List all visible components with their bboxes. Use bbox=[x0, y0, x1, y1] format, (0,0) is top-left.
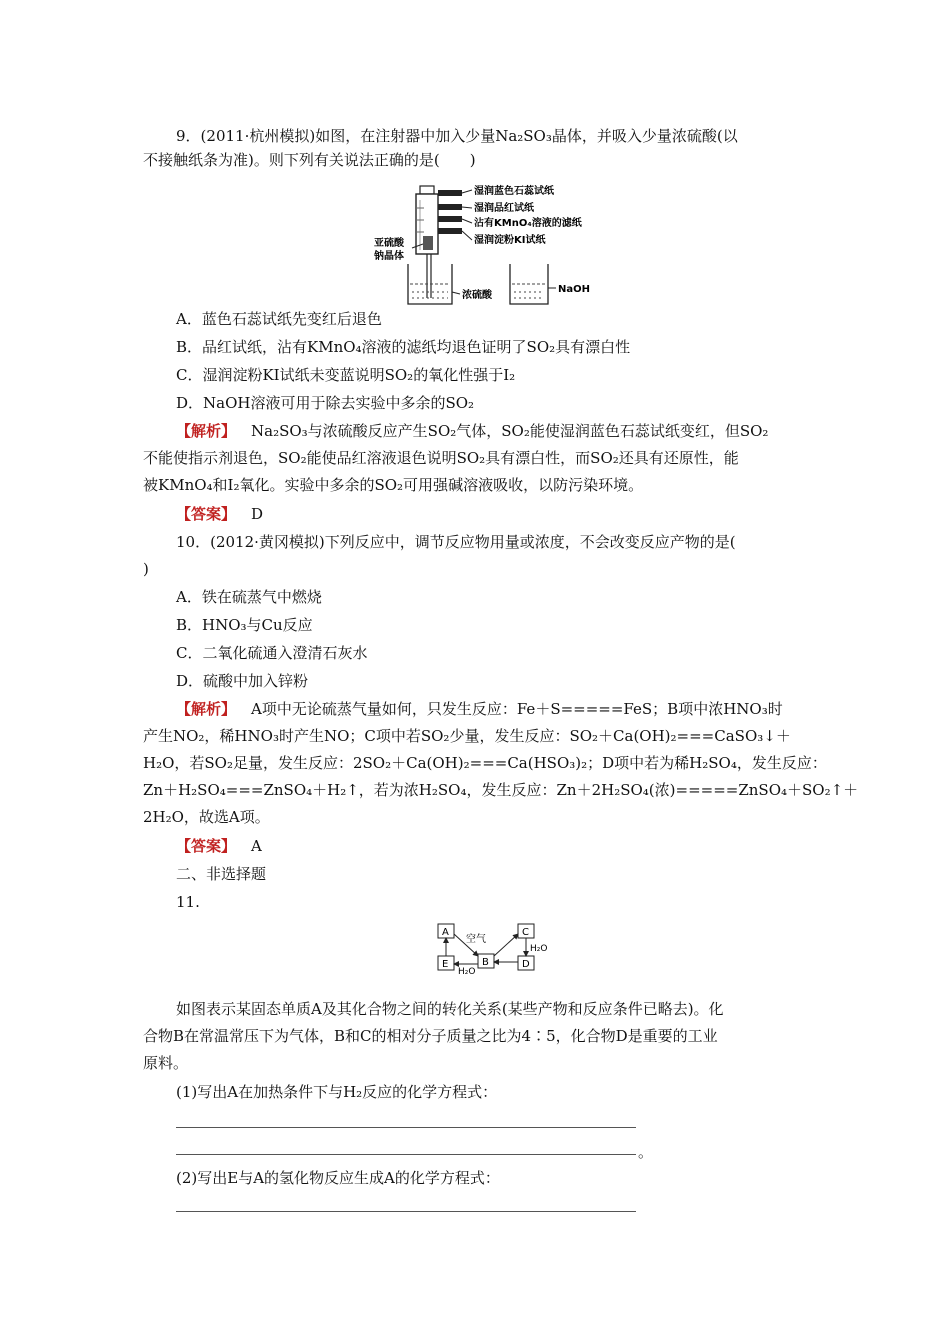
label-crystal-2: 钠晶体 bbox=[374, 251, 404, 262]
q10-analysis-line2: 产生NO₂，稀HNO₃时产生NO；C项中若SO₂少量，发生反应：SO₂＋Ca(OH)₂===CaSO₃↓＋ bbox=[143, 727, 791, 745]
label-blue-litmus: 湿润蓝色石蕊试纸 bbox=[474, 186, 554, 197]
answer-blank-line[interactable] bbox=[176, 1127, 636, 1128]
label-kmno4-paper: 沾有KMnO₄溶液的滤纸 bbox=[474, 218, 582, 229]
q9-stem-line2: 不接触纸条为准)。则下列有关说法正确的是( ) bbox=[143, 151, 476, 169]
q10-option-a: A．铁在硫蒸气中燃烧 bbox=[176, 588, 322, 606]
q11-stem-line3: 原料。 bbox=[143, 1054, 189, 1072]
q9-analysis-line3: 被KMnO₄和I₂氧化。实验中多余的SO₂可用强碱溶液吸收，以防污染环境。 bbox=[143, 476, 644, 494]
q10-stem-line2: ) bbox=[143, 560, 149, 578]
analysis-tag: 【解析】 bbox=[176, 700, 237, 718]
q9-option-a: A．蓝色石蕊试纸先变红后退色 bbox=[176, 310, 382, 328]
q11-subq2: (2)写出E与A的氢化物反应生成A的化学方程式： bbox=[176, 1169, 500, 1187]
q10-analysis-line4: Zn＋H₂SO₄===ZnSO₄＋H₂↑，若为浓H₂SO₄，发生反应：Zn＋2H₂SO₄(浓)=====ZnSO₄＋SO₂↑＋ bbox=[143, 781, 859, 799]
node-b: B bbox=[482, 957, 489, 968]
label-h2o-right: H₂O bbox=[530, 944, 548, 954]
period-mark: 。 bbox=[638, 1143, 654, 1161]
answer-tag: 【答案】 bbox=[176, 837, 237, 855]
node-a: A bbox=[442, 927, 449, 938]
label-naoh: NaOH bbox=[558, 284, 590, 295]
label-crystal-1: 亚硫酸 bbox=[374, 238, 404, 249]
node-c: C bbox=[522, 927, 529, 938]
q9-option-c: C．湿润淀粉KI试纸未变蓝说明SO₂的氧化性强于I₂ bbox=[176, 366, 516, 384]
q11-stem-line2: 合物B在常温常压下为气体，B和C的相对分子质量之比为4∶5，化合物D是重要的工业 bbox=[143, 1027, 718, 1045]
q10-stem-line1: 10．(2012·黄冈模拟)下列反应中，调节反应物用量或浓度，不会改变反应产物的是( bbox=[176, 533, 736, 551]
q10-answer bbox=[176, 835, 262, 857]
label-magenta-paper: 湿润品红试纸 bbox=[474, 203, 534, 214]
q9-option-b: B．品红试纸，沾有KMnO₄溶液的滤纸均退色证明了SO₂具有漂白性 bbox=[176, 338, 631, 356]
label-conc-acid: 浓硫酸 bbox=[462, 290, 492, 301]
q10-analysis-line3: H₂O，若SO₂足量，发生反应：2SO₂＋Ca(OH)₂===Ca(HSO₃)₂；D项中若为稀H₂SO₄，发生反应： bbox=[143, 754, 827, 772]
q9-option-d: D．NaOH溶液可用于除去实验中多余的SO₂ bbox=[176, 394, 475, 412]
analysis-text: Na₂SO₃与浓硫酸反应产生SO₂气体，SO₂能使湿润蓝色石蕊试纸变红，但SO₂ bbox=[251, 422, 769, 440]
q10-option-c: C．二氧化硫通入澄清石灰水 bbox=[176, 644, 368, 662]
q9-analysis-line1 bbox=[176, 420, 768, 442]
q11-number: 11. bbox=[176, 893, 200, 911]
answer-value: A bbox=[251, 837, 262, 855]
node-d: D bbox=[522, 959, 530, 970]
answer-value: D bbox=[251, 505, 264, 523]
section-heading: 二、非选择题 bbox=[176, 865, 267, 883]
analysis-text: A项中无论硫蒸气量如何，只发生反应：Fe＋S=====FeS；B项中浓HNO₃时 bbox=[251, 700, 783, 718]
analysis-tag: 【解析】 bbox=[176, 422, 237, 440]
node-e: E bbox=[442, 959, 449, 970]
conversion-diagram bbox=[428, 920, 568, 974]
q9-analysis-line2: 不能使指示剂退色，SO₂能使品红溶液退色说明SO₂具有漂白性，而SO₂还具有还原性，能 bbox=[143, 449, 739, 467]
q10-option-d: D．硫酸中加入锌粉 bbox=[176, 672, 309, 690]
q10-option-b: B．HNO₃与Cu反应 bbox=[176, 616, 313, 634]
q11-subq1: (1)写出A在加热条件下与H₂反应的化学方程式： bbox=[176, 1083, 498, 1101]
label-ki-paper: 湿润淀粉KI试纸 bbox=[474, 235, 546, 246]
q10-analysis-line5: 2H₂O，故选A项。 bbox=[143, 808, 270, 826]
q9-answer bbox=[176, 503, 263, 525]
answer-tag: 【答案】 bbox=[176, 505, 237, 523]
syringe-apparatus-figure bbox=[360, 180, 610, 310]
answer-blank-line[interactable] bbox=[176, 1211, 636, 1212]
label-h2o-bottom: H₂O bbox=[458, 967, 476, 974]
q9-stem-line1: 9．(2011·杭州模拟)如图，在注射器中加入少量Na₂SO₃晶体，并吸入少量浓硫酸(以 bbox=[176, 127, 738, 145]
q11-stem-line1: 如图表示某固态单质A及其化合物之间的转化关系(某些产物和反应条件已略去)。化 bbox=[176, 1000, 724, 1018]
label-air: 空气 bbox=[466, 934, 486, 945]
answer-blank-line[interactable] bbox=[176, 1154, 636, 1155]
q10-analysis-line1 bbox=[176, 698, 783, 720]
